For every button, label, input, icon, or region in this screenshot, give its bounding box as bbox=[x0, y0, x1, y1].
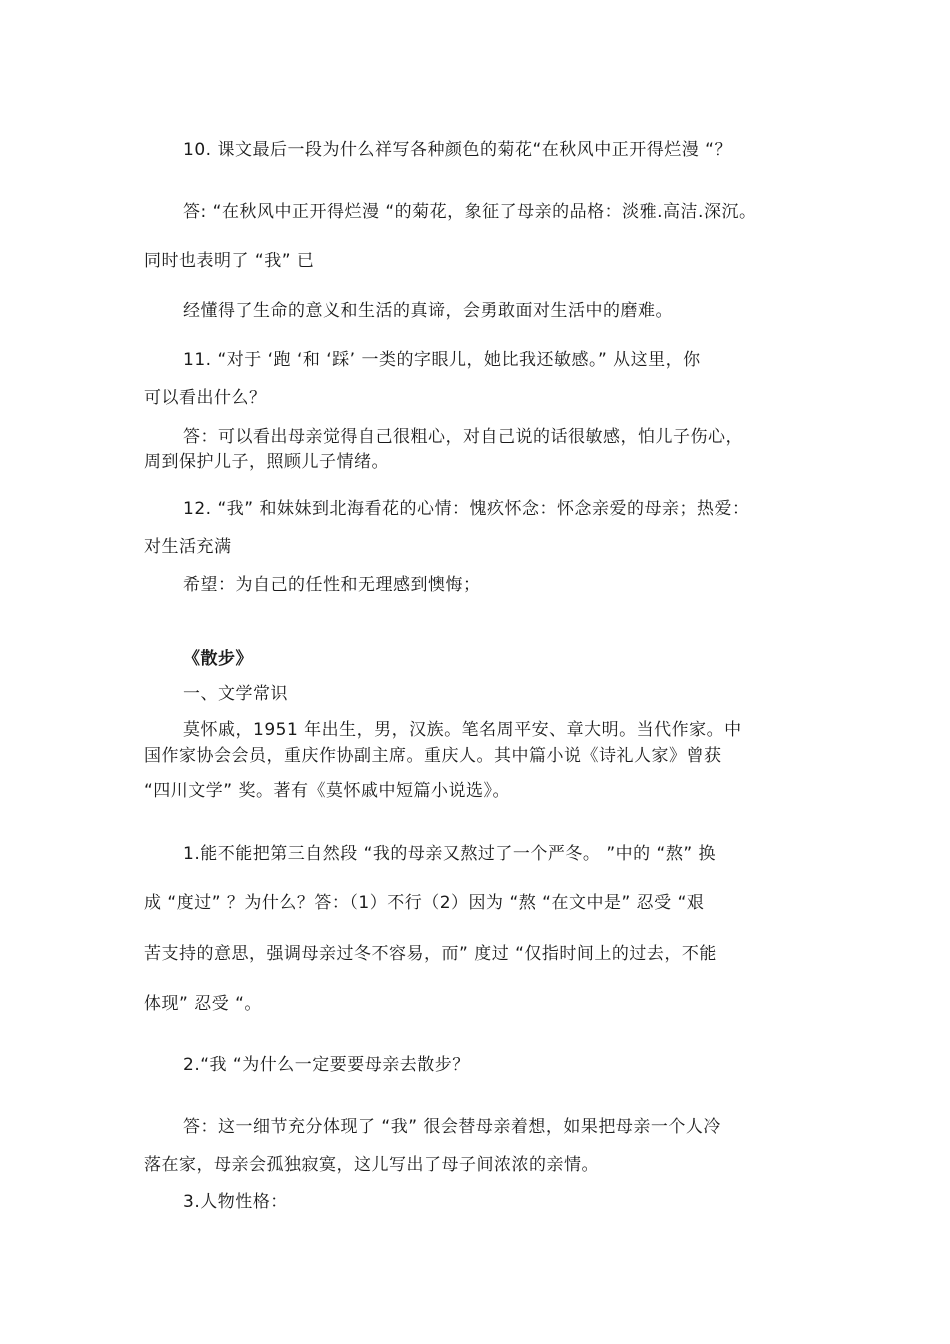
s2-q1-line1: 1.能不能把第三自然段 “我的母亲又熬过了一个严冬。 ”中的 “熬” 换 bbox=[183, 844, 717, 864]
q11-answer-line2: 周到保护儿子，照顾儿子情绪。 bbox=[144, 452, 389, 472]
q12-line2: 对生活充满 bbox=[144, 537, 232, 557]
s2-q2-answer-line1: 答：这一细节充分体现了 “我” 很会替母亲着想，如果把母亲一个人冷 bbox=[183, 1117, 721, 1137]
q11-answer-line1: 答：可以看出母亲觉得自己很粗心，对自己说的话很敏感，怕儿子伤心， bbox=[183, 427, 743, 447]
section-title: 《散步》 bbox=[183, 649, 253, 669]
q11-question-line1: 11. “对于 ‘跑 ‘和 ‘踩’ 一类的字眼儿，她比我还敏感。” 从这里，你 bbox=[183, 350, 701, 370]
intro-line2: 国作家协会会员，重庆作协副主席。重庆人。其中篇小说《诗礼人家》曾获 bbox=[144, 746, 722, 766]
s2-q1-line2: 成 “度过” ？为什么？答：（1）不行（2）因为 “熬 “在文中是” 忍受 “艰 bbox=[144, 893, 705, 913]
s2-q2-question: 2.“我 “为什么一定要要母亲去散步？ bbox=[183, 1055, 470, 1075]
s2-q3-label: 3.人物性格： bbox=[183, 1192, 288, 1212]
q12-line3: 希望：为自己的任性和无理感到懊悔； bbox=[183, 575, 481, 595]
q10-answer-line1: 答: “在秋风中正开得烂漫 “的菊花，象征了母亲的品格：淡雅.高洁.深沉。 bbox=[183, 202, 757, 222]
q10-answer-line3: 经懂得了生命的意义和生活的真谛，会勇敢面对生活中的磨难。 bbox=[183, 301, 673, 321]
intro-line1: 莫怀戚，1951 年出生，男，汉族。笔名周平安、章大明。当代作家。中 bbox=[183, 720, 742, 740]
s2-q2-answer-line2: 落在家，母亲会孤独寂寞，这儿写出了母子间浓浓的亲情。 bbox=[144, 1155, 599, 1175]
q10-answer-line2: 同时也表明了 “我” 已 bbox=[144, 251, 315, 271]
intro-line3: “四川文学” 奖。著有《莫怀戚中短篇小说选》。 bbox=[144, 781, 511, 801]
q11-question-line2: 可以看出什么？ bbox=[144, 388, 267, 408]
q10-question: 10. 课文最后一段为什么祥写各种颜色的菊花“在秋风中正开得烂漫 “？ bbox=[183, 140, 732, 160]
q12-line1: 12. “我” 和妹妹到北海看花的心情：愧疚怀念：怀念亲爱的母亲；热爱： bbox=[183, 499, 750, 519]
s2-q1-line3: 苦支持的意思，强调母亲过冬不容易，而” 度过 “仅指时间上的过去，不能 bbox=[144, 944, 717, 964]
s2-q1-line4: 体现” 忍受 “。 bbox=[144, 994, 262, 1014]
section-heading: 一、文学常识 bbox=[183, 684, 288, 704]
